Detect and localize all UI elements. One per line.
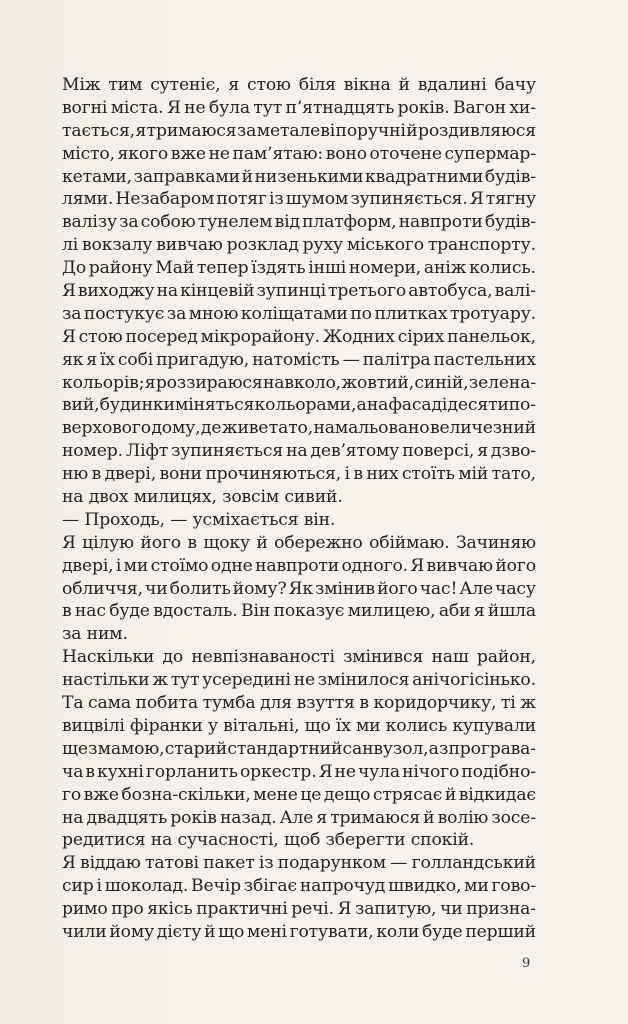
text-line: за постукує за мною коліщатами по плитках тротуару.: [62, 303, 536, 324]
text-line: лі вокзалу вивчаю розклад руху міського транспорту.: [62, 235, 536, 256]
text-line: ще з мамою, старий стандартний санвузол, а з програва-: [62, 738, 536, 759]
text-line: го вже бозна-скільки, мене це дещо стрясає й відкидає: [62, 784, 536, 805]
text-line: ча в кухні горланить оркестр. Я не чула нічого подібно-: [62, 761, 536, 782]
text-line: настільки ж тут усередині не змінилося анічогісінько.: [62, 670, 536, 691]
text-line: на двадцять років назад. Але я тримаюся й волію зосе-: [62, 807, 536, 828]
text-line: двері, і ми стоїмо одне навпроти одного. Я вивчаю його: [62, 555, 536, 576]
text-line: Я віддаю татові пакет із подарунком — голландський: [62, 853, 536, 874]
text-line: Я виходжу на кінцевій зупинці третього автобуса, валі-: [62, 281, 536, 302]
text-line: ню в двері, вони прочиняються, і в них стоїть мій тато,: [62, 464, 536, 485]
text-line: Я стою посеред мікрорайону. Жодних сірих панельок,: [62, 326, 536, 347]
text-line: обличчя, чи болить йому? Як змінив його час! Але часу: [62, 578, 536, 599]
text-line: тається, я тримаюся за металеві поручні й роздивляюся: [62, 120, 536, 141]
text-line: Я цілую його в щоку й обережно обіймаю. Зачиняю: [62, 532, 536, 553]
text-line: в нас буде вдосталь. Він показує милицею, аби я йшла: [62, 601, 536, 622]
text-line: як я їх собі пригадую, натомість — палітра пастельних: [62, 349, 536, 370]
text-line: Між тим сутеніє, я стою біля вікна й вдалині бачу: [62, 75, 536, 95]
text-line: на двох милицях, зовсім сивий.: [62, 487, 343, 508]
text-line: номер. Ліфт зупиняється на дев’ятому поверсі, я дзво-: [62, 441, 536, 462]
text-line: сир і шоколад. Вечір збігає напрочуд швидко, ми гово-: [62, 876, 536, 897]
text-line: вицвілі фіранки у вітальні, що їх ми колись купували: [62, 715, 536, 736]
text-line: валізу за собою тунелем від платформ, навпроти будів-: [62, 212, 536, 233]
text-line: місто, якого вже не пам’ятаю: воно оточене супермар-: [62, 143, 536, 164]
text-line: за ним.: [62, 624, 128, 645]
text-line: лями. Незабаром потяг із шумом зупиняється. Я тягну: [62, 189, 536, 210]
body-text: [62, 74, 536, 944]
text-line: вий, будинки міняться кольорами, а на фасаді десятипо-: [62, 395, 536, 416]
text-line: редитися на сучасності, щоб зберегти спокій.: [62, 830, 475, 851]
text-line: чили йому дієту й що мені готувати, коли буде перший: [62, 921, 536, 942]
text-line: — Проходь, — усміхається він.: [62, 509, 336, 530]
page-number: 9: [522, 956, 531, 971]
text-line: верхового дому, де живе тато, намальовано величезний: [62, 418, 536, 439]
text-line: римо про якісь практичні речі. Я запитую, чи призна-: [62, 899, 536, 920]
text-line: вогні міста. Я не була тут п’ятнадцять років. Вагон хи-: [62, 97, 536, 118]
text-line: Та сама побита тумба для взуття в коридорчику, ті ж: [62, 693, 536, 714]
text-line: Наскільки до невпізнаваності змінився наш район,: [62, 647, 536, 668]
text-line: До району Май тепер їздять інші номери, аніж колись.: [62, 258, 536, 279]
text-line: кетами, заправками й низенькими квадратними будів-: [62, 166, 536, 187]
text-line: кольорів; я роззираюся навколо, жовтий, синій, зелена-: [62, 372, 536, 393]
